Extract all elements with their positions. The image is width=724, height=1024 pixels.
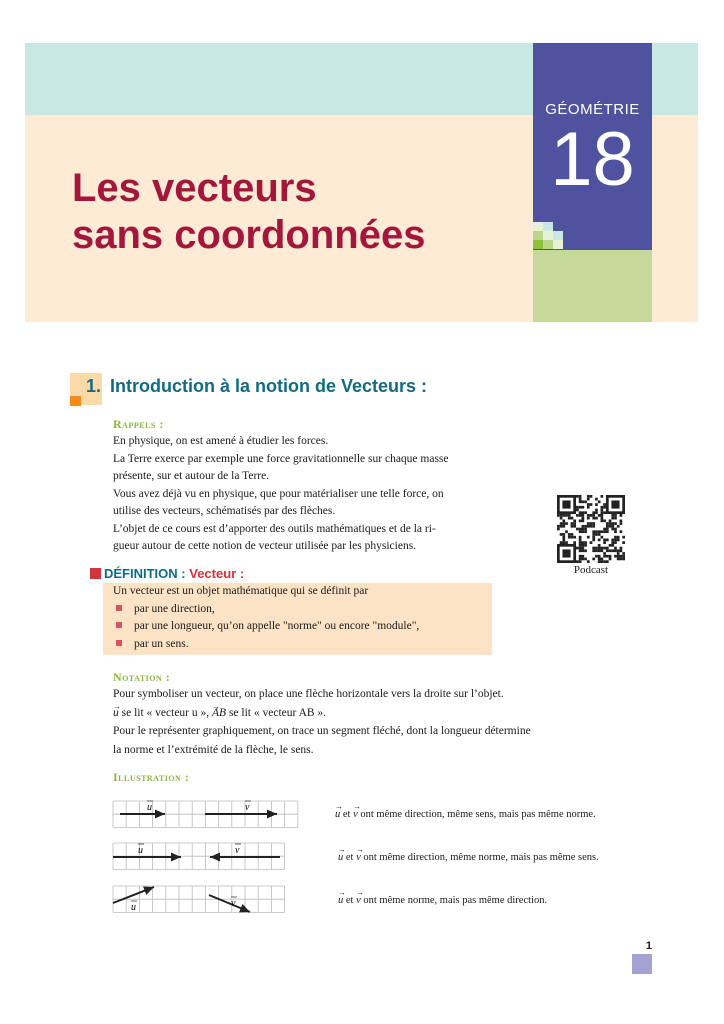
notation-line: Pour symboliser un vecteur, on place une flèche horizontale vers la droite sur l’objet. [113, 688, 504, 700]
list-item-text: par un sens. [134, 637, 189, 650]
notation-line: Pour le représenter graphiquement, on trace un segment fléché, dont la longueur détermine [113, 725, 531, 737]
caption-text: et [343, 852, 357, 863]
caption-text: ont même direction, même sens, mais pas même norme. [357, 809, 596, 820]
vector-u: → u [338, 895, 343, 906]
rappels-line: Vous avez déjà vu en physique, que pour matérialiser une telle force, on [113, 487, 444, 500]
list-item-text: par une direction, [134, 602, 215, 615]
notation-line: la norme et l’extrémité de la flèche, le sens. [113, 743, 314, 756]
rappels-line: utilise des vecteurs, schématisés par des flèches. [113, 505, 336, 517]
rappels-line: L’objet de ce cours est d’apporter des outils mathématiques et de la ri- [113, 522, 436, 535]
illustration-caption [335, 808, 596, 821]
rappels-line: présente, sur et autour de la Terre. [113, 470, 270, 482]
illustration-caption [338, 894, 547, 907]
definition-label: DÉFINITION : [104, 566, 186, 581]
vector-u: → u [113, 707, 119, 719]
notation-text: se lit « vecteur AB ». [226, 706, 327, 719]
vector-v: → v [353, 809, 358, 820]
arrowhead-icon [210, 853, 220, 862]
vector-u-label: u [131, 902, 136, 913]
illustration-caption [338, 851, 599, 864]
vector-v-label: v [235, 845, 240, 856]
page-number-box [632, 954, 652, 974]
rappels-line: En physique, on est amené à étudier les forces. [113, 435, 329, 447]
notation-heading: Notation : [113, 670, 171, 684]
title-line-1: Les vecteurs [72, 166, 317, 210]
vector-u: → u [335, 809, 340, 820]
caption-text: ont même direction, même norme, mais pas même sens. [360, 852, 599, 863]
vector-u-label: u [138, 845, 143, 856]
rappels-heading: Rappels : [113, 417, 164, 431]
vector-v: → v [356, 852, 361, 863]
notation-text: se lit « vecteur u », [118, 706, 213, 719]
vector-u-label: u [147, 802, 152, 813]
caption-text: et [343, 895, 357, 906]
arrowhead-icon [171, 853, 181, 862]
vector-v-label: v [245, 802, 250, 813]
caption-text: ont même norme, mais pas même direction. [360, 895, 548, 906]
qr-caption: Podcast [573, 564, 609, 576]
list-item-text: par une longueur, qu’on appelle "norme" ou encore "module", [134, 620, 420, 632]
chapter-number: 18 [550, 117, 635, 202]
vector-u: → u [338, 852, 343, 863]
illustration-heading: Illustration : [113, 770, 190, 784]
vector-ab: → AB [212, 707, 226, 719]
title-line-2: sans coordonnées [72, 213, 426, 257]
arrowhead-icon [267, 810, 277, 819]
caption-text: et [340, 809, 354, 820]
definition-term: Vecteur : [189, 566, 245, 581]
chapter-category: GÉOMÉTRIE [545, 101, 640, 118]
vector-v-label: v [231, 898, 236, 909]
rappels-line: gueur autour de cette notion de vecteur utilisée par les physiciens. [113, 540, 417, 552]
arrowhead-icon [155, 810, 165, 819]
rappels-line: La Terre exerce par exemple une force gravitationnelle sur chaque masse [113, 452, 449, 465]
definition-intro: Un vecteur est un objet mathématique qui se définit par [113, 585, 369, 597]
vector-v: → v [356, 895, 361, 906]
section-number: 1. [86, 376, 102, 396]
page-number: 1 [645, 940, 652, 952]
grid [113, 886, 285, 912]
section-title: Introduction à la notion de Vecteurs : [110, 376, 428, 396]
